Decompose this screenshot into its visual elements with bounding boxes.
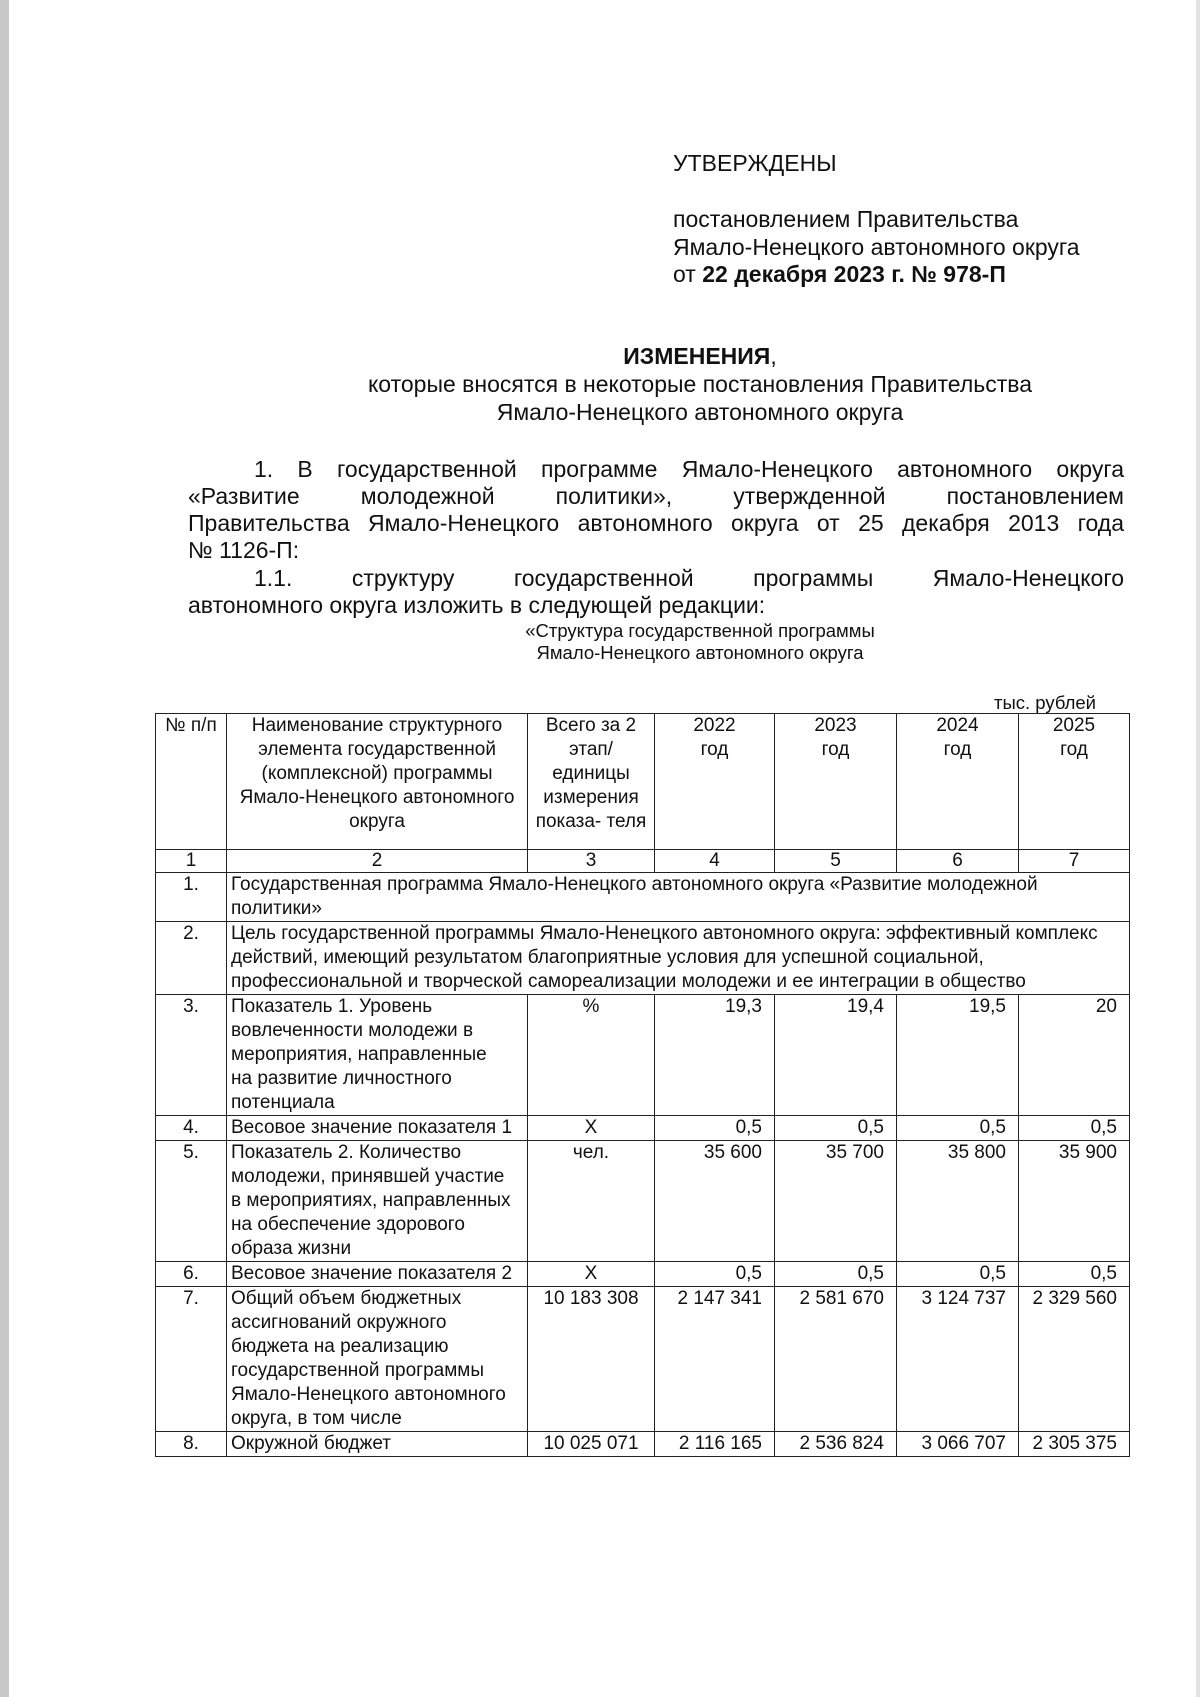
row-name: Показатель 2. Количество молодежи, принявшей участие в мероприятиях, направленных на обеспечение здорового образа жизни (227, 1141, 528, 1262)
value-2022: 2 147 341 (655, 1287, 775, 1432)
paragraph-2 (188, 565, 1124, 619)
table-header-row (156, 714, 1130, 850)
value-2024: 3 066 707 (897, 1432, 1019, 1457)
header-cell: 2025 год (1019, 714, 1130, 850)
units-label: тыс. рублей (994, 692, 1097, 713)
document-title (150, 343, 1200, 370)
index-cell: 7 (1019, 850, 1130, 873)
structure-title-line: Ямало-Ненецкого автономного округа (536, 642, 864, 663)
structure-title-line: «Структура государственной программы (525, 620, 875, 641)
value-2025: 0,5 (1019, 1116, 1130, 1141)
header-cell: 2024 год (897, 714, 1019, 850)
title-comma: , (770, 343, 777, 369)
value-2024: 19,5 (897, 995, 1019, 1116)
scan-edge-left (0, 0, 9, 1697)
table-row (156, 1141, 1130, 1262)
value-2025: 0,5 (1019, 1262, 1130, 1287)
table-row (156, 1262, 1130, 1287)
subtitle-line: которые вносятся в некоторые постановления Правительства (367, 371, 1033, 397)
row-name: Весовое значение показателя 1 (227, 1116, 528, 1141)
table-index-row (156, 850, 1130, 873)
value-2023: 2 536 824 (775, 1432, 897, 1457)
value-2023: 2 581 670 (775, 1287, 897, 1432)
value-2022: 19,3 (655, 995, 775, 1116)
header-cell: 2022 год (655, 714, 775, 850)
value-2022: 0,5 (655, 1262, 775, 1287)
value-2023: 35 700 (775, 1141, 897, 1262)
row-total: чел. (528, 1141, 655, 1262)
date-prefix: от (673, 261, 696, 287)
approval-date (673, 261, 1080, 289)
paragraph-line: 1.1. структуру государственной программы Ямало-Ненецкого (254, 565, 1124, 591)
row-number: 5. (156, 1141, 227, 1262)
value-2024: 3 124 737 (897, 1287, 1019, 1432)
table-row (156, 1287, 1130, 1432)
row-total: Х (528, 1116, 655, 1141)
value-2024: 0,5 (897, 1116, 1019, 1141)
row-name: Общий объем бюджетных ассигнований окружного бюджета на реализацию государственной программы Ямало-Ненецкого автономного округа, в том числе (227, 1287, 528, 1432)
row-name: Окружной бюджет (227, 1432, 528, 1457)
paragraph-line: Правительства Ямало-Ненецкого автономного округа от 25 декабря 2013 года (188, 510, 1124, 536)
title-main: ИЗМЕНЕНИЯ (623, 343, 771, 369)
scan-edge-right (1196, 0, 1200, 1697)
value-2025: 35 900 (1019, 1141, 1130, 1262)
row-number: 2. (156, 922, 227, 995)
table-row (156, 1432, 1130, 1457)
paragraph-line: «Развитие молодежной политики», утвержденной постановлением (188, 483, 1124, 509)
value-2022: 35 600 (655, 1141, 775, 1262)
subtitle-line: Ямало-Ненецкого автономного округа (496, 398, 904, 425)
structure-title (150, 620, 1200, 664)
table-row (156, 995, 1130, 1116)
paragraph-line: № 1126-П: (188, 537, 300, 563)
table-row (156, 873, 1130, 922)
index-cell: 6 (897, 850, 1019, 873)
value-2022: 2 116 165 (655, 1432, 775, 1457)
row-number: 7. (156, 1287, 227, 1432)
index-cell: 2 (227, 850, 528, 873)
value-2024: 0,5 (897, 1262, 1019, 1287)
approval-line: постановлением Правительства (673, 206, 1019, 232)
header-cell: Наименование структурного элемента государственной (комплексной) программы Ямало-Ненецкого автономного округа (227, 714, 528, 850)
header-cell: № п/п (156, 714, 227, 850)
row-total: Х (528, 1262, 655, 1287)
row-total: 10 025 071 (528, 1432, 655, 1457)
paragraph-line: автономного округа изложить в следующей редакции: (188, 592, 766, 618)
header-cell: Всего за 2 этап/ единицы измерения показа- теля (528, 714, 655, 850)
header-cell: 2023 год (775, 714, 897, 850)
approval-block (673, 206, 1080, 289)
row-text: Государственная программа Ямало-Ненецкого автономного округа «Развитие молодежной политики» (227, 873, 1130, 922)
approval-line: Ямало-Ненецкого автономного округа (673, 233, 1080, 260)
index-cell: 1 (156, 850, 227, 873)
row-name: Показатель 1. Уровень вовлеченности молодежи в мероприятия, направленные на развитие личностного потенциала (227, 995, 528, 1116)
row-total: % (528, 995, 655, 1116)
row-number: 8. (156, 1432, 227, 1457)
row-number: 3. (156, 995, 227, 1116)
row-text: Цель государственной программы Ямало-Ненецкого автономного округа: эффективный комплекс действий, имеющий результатом благоприятные условия для успешной социальной, профессиональной и творческой самореализации молодежи и ее интеграции в общество (227, 922, 1130, 995)
value-2023: 19,4 (775, 995, 897, 1116)
value-2023: 0,5 (775, 1262, 897, 1287)
row-number: 1. (156, 873, 227, 922)
index-cell: 4 (655, 850, 775, 873)
row-name: Весовое значение показателя 2 (227, 1262, 528, 1287)
value-2025: 20 (1019, 995, 1130, 1116)
table-row (156, 922, 1130, 995)
value-2022: 0,5 (655, 1116, 775, 1141)
row-number: 4. (156, 1116, 227, 1141)
row-total: 10 183 308 (528, 1287, 655, 1432)
document-subtitle (150, 371, 1200, 426)
value-2023: 0,5 (775, 1116, 897, 1141)
value-2024: 35 800 (897, 1141, 1019, 1262)
table-row (156, 1116, 1130, 1141)
index-cell: 3 (528, 850, 655, 873)
paragraph-1 (188, 456, 1124, 564)
row-number: 6. (156, 1262, 227, 1287)
index-cell: 5 (775, 850, 897, 873)
value-2025: 2 329 560 (1019, 1287, 1130, 1432)
paragraph-line: 1. В государственной программе Ямало-Ненецкого автономного округа (254, 456, 1124, 482)
structure-table (155, 713, 1130, 1457)
value-2025: 2 305 375 (1019, 1432, 1130, 1457)
approval-heading: УТВЕРЖДЕНЫ (673, 150, 837, 176)
date-value: 22 декабря 2023 г. № 978-П (702, 261, 1006, 287)
